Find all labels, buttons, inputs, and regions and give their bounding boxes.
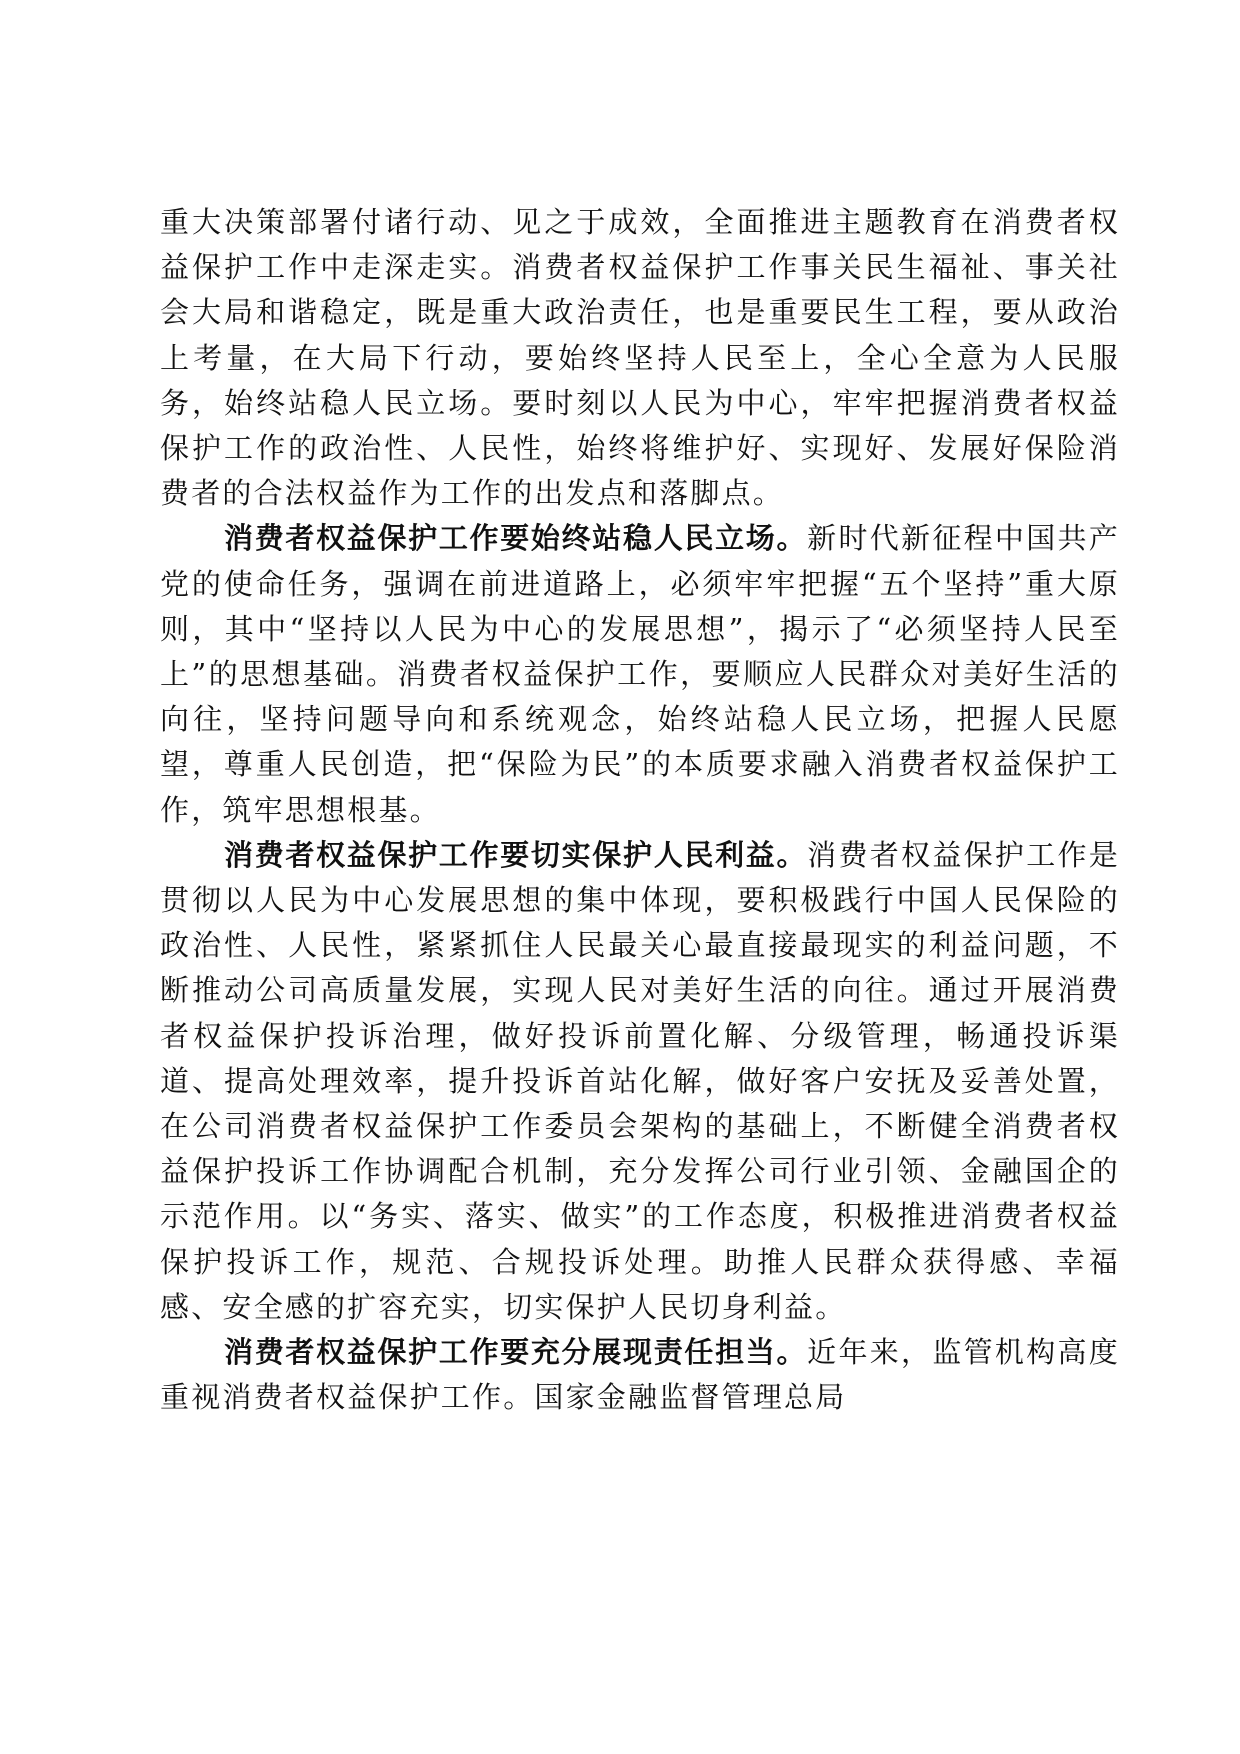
paragraph-text: 消费者权益保护工作是贯彻以人民为中心发展思想的集中体现，要积极践行中国人民保险的政治性、人民性，紧紧抓住人民最关心最直接最现实的利益问题，不断推动公司高质量发展，实现人民对美好生活的向往。通过开展消费者权益保护投诉治理，做好投诉前置化解、分级管理，畅通投诉渠道、提高处理效率，提升投诉首站化解，做好客户安抚及妥善处置，在公司消费者权益保护工作委员会架构的基础上，不断健全消费者权益保护投诉工作协调配合机制，充分发挥公司行业引领、金融国企的示范作用。以“务实、落实、做实”的工作态度，积极推进消费者权益保护投诉工作，规范、合规投诉处理。助推人民群众获得感、幸福感、安全感的扩容充实，切实保护人民切身利益。 (160, 837, 1120, 1324)
paragraph-lead-heading: 消费者权益保护工作要始终站稳人民立场。 (224, 521, 808, 556)
paragraph-continuation (160, 200, 1120, 516)
paragraph-text: 重大决策部署付诸行动、见之于成效，全面推进主题教育在消费者权益保护工作中走深走实。消费者权益保护工作事关民生福祉、事关社会大局和谐稳定，既是重大政治责任，也是重要民生工程，要从政治上考量，在大局下行动，要始终坚持人民至上，全心全意为人民服务，始终站稳人民立场。要时刻以人民为中心，牢牢把握消费者权益保护工作的政治性、人民性，始终将维护好、实现好、发展好保险消费者的合法权益作为工作的出发点和落脚点。 (160, 205, 1120, 511)
paragraph-text: 新时代新征程中国共产党的使命任务，强调在前进道路上，必须牢牢把握“五个坚持”重大原则，其中“坚持以人民为中心的发展思想”，揭示了“必须坚持人民至上”的思想基础。消费者权益保护工作，要顺应人民群众对美好生活的向往，坚持问题导向和系统观念，始终站稳人民立场，把握人民愿望，尊重人民创造，把“保险为民”的本质要求融入消费者权益保护工作，筑牢思想根基。 (160, 521, 1120, 827)
paragraph-lead-heading: 消费者权益保护工作要充分展现责任担当。 (224, 1335, 808, 1370)
paragraph-people-interests (160, 833, 1120, 1330)
paragraph-text: 近年来，监管机构高度重视消费者权益保护工作。国家金融监督管理总局 (160, 1335, 1120, 1415)
paragraph-responsibility (160, 1330, 1120, 1420)
paragraph-people-stance (160, 516, 1120, 832)
paragraph-lead-heading: 消费者权益保护工作要切实保护人民利益。 (224, 837, 808, 872)
document-body (160, 200, 1120, 1420)
